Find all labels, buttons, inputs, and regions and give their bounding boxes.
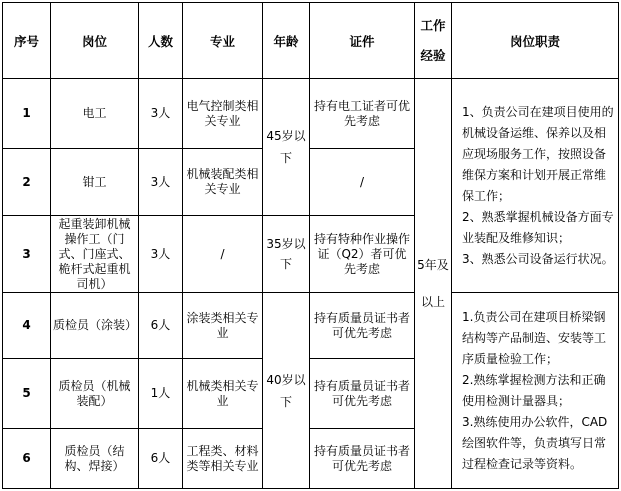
duty-item: 3.熟练使用办公软件，CAD绘图软件等，负责填写日常过程检查记录等资料。 — [462, 414, 608, 471]
duty-item: 3、熟悉公司设备运行状况。 — [462, 251, 614, 266]
row-no: 4 — [3, 293, 51, 359]
row-cert: 持有质量员证书者可优先考虑 — [310, 293, 415, 359]
duties-cell-group1 — [452, 79, 619, 293]
row-no: 2 — [3, 149, 51, 216]
row-major: 机械类相关专业 — [183, 359, 263, 429]
row-position: 质检员（结构、焊接） — [51, 429, 139, 489]
row-position: 电工 — [51, 79, 139, 149]
header-experience — [415, 3, 452, 79]
row-no: 5 — [3, 359, 51, 429]
row-no: 3 — [3, 216, 51, 293]
experience-line2: 以上 — [420, 294, 445, 309]
job-positions-table — [2, 2, 619, 489]
row-count: 6人 — [139, 429, 183, 489]
header-duties: 岗位职责 — [452, 3, 619, 79]
row-major: 工程类、材料类等相关专业 — [183, 429, 263, 489]
table-header-row — [3, 3, 619, 79]
row-major: 涂装类相关专业 — [183, 293, 263, 359]
header-position: 岗位 — [51, 3, 139, 79]
row-position: 质检员（机械装配） — [51, 359, 139, 429]
age-cell-group3: 40岁以下 — [263, 293, 310, 489]
row-position: 起重装卸机械操作工（门式、门座式、桅杆式起重机司机） — [51, 216, 139, 293]
duty-item: 2、熟悉掌握机械设备方面专业装配及维修知识； — [462, 209, 614, 245]
header-experience-line2: 经验 — [420, 47, 446, 63]
experience-cell — [415, 79, 452, 489]
duties-cell-group2 — [452, 293, 619, 489]
row-cert: 持有质量员证书者可优先考虑 — [310, 429, 415, 489]
row-count: 1人 — [139, 359, 183, 429]
table-row — [3, 293, 619, 359]
row-position: 钳工 — [51, 149, 139, 216]
row-cert: 持有特种作业操作证（Q2）者可优先考虑 — [310, 216, 415, 293]
age-cell-group2: 35岁以下 — [263, 216, 310, 293]
duty-item: 1.负责公司在建项目桥梁钢结构等产品制造、安装等工序质量检验工作； — [462, 309, 607, 366]
row-major: / — [183, 216, 263, 293]
row-count: 3人 — [139, 79, 183, 149]
duty-item: 2.熟练掌握检测方法和正确使用检测计量器具； — [462, 372, 606, 408]
row-cert: 持有质量员证书者可优先考虑 — [310, 359, 415, 429]
header-count: 人数 — [139, 3, 183, 79]
header-age: 年龄 — [263, 3, 310, 79]
row-count: 6人 — [139, 293, 183, 359]
row-no: 6 — [3, 429, 51, 489]
age-cell-group1: 45岁以下 — [263, 79, 310, 216]
row-cert: / — [310, 149, 415, 216]
header-major: 专业 — [183, 3, 263, 79]
row-position: 质检员（涂装） — [51, 293, 139, 359]
duty-item: 1、负责公司在建项目使用的机械设备运维、保养以及相应现场服务工作，按照设备维保方案和计划开展正常维保工作； — [462, 104, 614, 203]
row-count: 3人 — [139, 216, 183, 293]
row-cert: 持有电工证者可优先考虑 — [310, 79, 415, 149]
header-experience-line1: 工作 — [420, 17, 446, 33]
table-row — [3, 79, 619, 149]
header-no: 序号 — [3, 3, 51, 79]
row-major: 机械装配类相关专业 — [183, 149, 263, 216]
row-count: 3人 — [139, 149, 183, 216]
row-major: 电气控制类相关专业 — [183, 79, 263, 149]
header-cert: 证件 — [310, 3, 415, 79]
experience-line1: 5年及 — [417, 257, 449, 272]
row-no: 1 — [3, 79, 51, 149]
